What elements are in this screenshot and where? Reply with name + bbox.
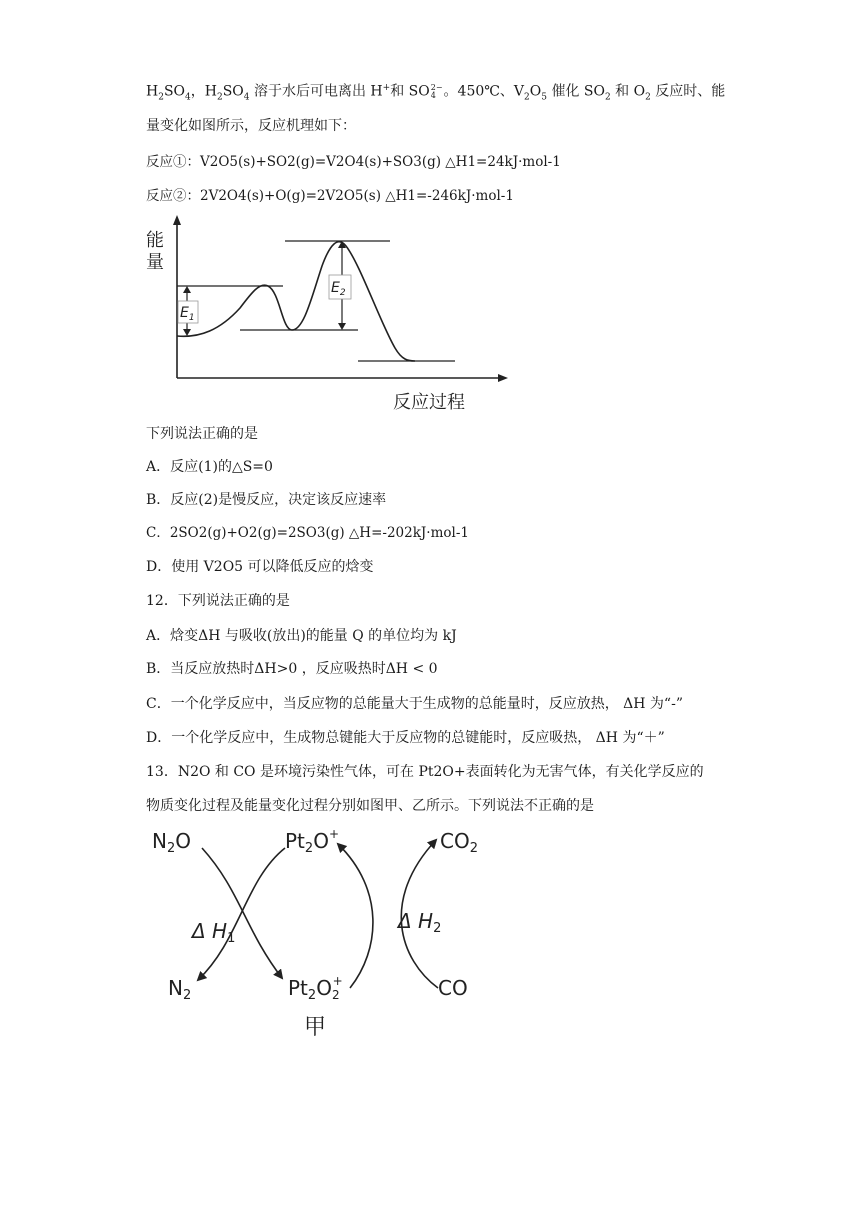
label-n2o: $N_2O$ [152, 829, 191, 856]
x-axis-arrow [498, 374, 508, 382]
e2-label: $E_2$ [331, 280, 346, 298]
q11-option-c: C．2SO2(g)+O2(g)=2SO3(g) △H=-202kJ·mol-1 [146, 525, 469, 541]
intro-line-1: $H_2SO_4$，$H_2SO_4$ 溶于水后可电离出 H+和 SO2− 4 。450℃、$V_2O_5$ 催化 $SO_2$ 和 $O_2$ 反应时、能 [146, 82, 726, 103]
x-label: 反应过程 [393, 392, 465, 413]
q11-option-b: B．反应(2)是慢反应，决定该反应速率 [146, 492, 387, 508]
q12-stem: 12．下列说法正确的是 [146, 593, 290, 609]
y-label-1: 能 [146, 230, 164, 251]
label-pt2o2-plus: $Pt_2O_2+$ [288, 974, 343, 1003]
label-dh1: Δ $H_1$ [192, 919, 236, 946]
e1-label: $E_1$ [180, 305, 195, 323]
label-co: CO [438, 976, 468, 1000]
reaction-2: 反应②：2V2O4(s)+O(g)=2V2O5(s) △H1=-246kJ·mol-1 [146, 188, 514, 204]
q12-option-b: B．当反应放热时ΔH>0 ，反应吸热时ΔH < 0 [146, 661, 438, 677]
arrow-pt2o2-to-pt2o [338, 844, 373, 988]
q13-line-2: 物质变化过程及能量变化过程分别如图甲、乙所示。下列说法不正确的是 [146, 798, 594, 814]
arrow-pt2o-to-n2 [198, 848, 285, 980]
q11-option-a: A．反应(1)的△S=0 [146, 459, 273, 475]
q12-option-c: C．一个化学反应中，当反应物的总能量大于生成物的总能量时，反应放热， ΔH 为“-” [146, 696, 683, 712]
label-co2: $CO_2$ [440, 829, 478, 856]
label-dh2: Δ $H_2$ [398, 909, 442, 936]
q12-option-d: D．一个化学反应中，生成物总键能大于反应物的总键能时，反应吸热， ΔH 为“＋” [146, 730, 665, 746]
cycle-diagram [140, 820, 500, 1045]
energy-curve [177, 242, 415, 361]
q11-option-d: D．使用 V2O5 可以降低反应的焓变 [146, 559, 374, 575]
y-label-2: 量 [146, 252, 164, 273]
intro-line-2: 量变化如图所示，反应机理如下： [146, 118, 356, 134]
q11-stem: 下列说法正确的是 [146, 426, 258, 442]
energy-diagram [140, 212, 520, 417]
label-pt2o-plus: $Pt_2O^+$ [285, 827, 339, 856]
reaction-1: 反应①：V2O5(s)+SO2(g)=V2O4(s)+SO3(g) △H1=24kJ·mol-1 [146, 154, 561, 170]
caption-jia: 甲 [304, 1015, 327, 1040]
q12-option-a: A．焓变ΔH 与吸收(放出)的能量 Q 的单位均为 kJ [146, 628, 457, 644]
q13-line-1: 13．N2O 和 CO 是环境污染性气体，可在 Pt2O+表面转化为无害气体，有关化学反应的 [146, 764, 704, 780]
label-n2: $N_2$ [168, 976, 192, 1003]
y-axis-arrow [173, 215, 181, 225]
